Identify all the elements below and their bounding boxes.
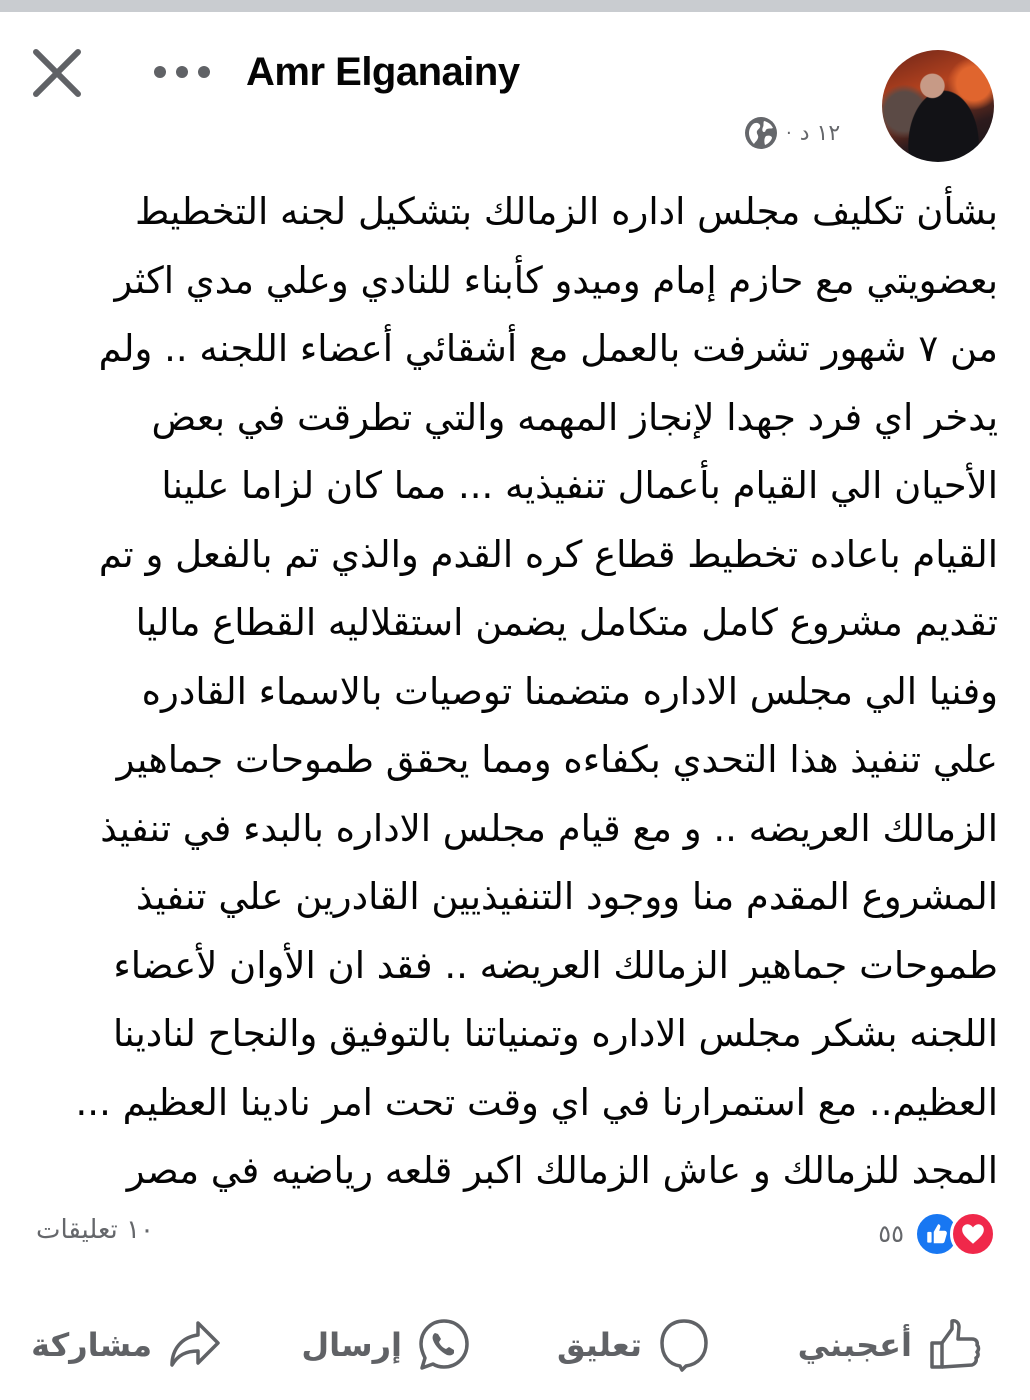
close-icon xyxy=(30,46,84,100)
avatar[interactable] xyxy=(882,50,994,162)
post-header xyxy=(0,12,1030,162)
close-button[interactable] xyxy=(30,46,84,100)
comment-bubble-icon xyxy=(654,1315,714,1375)
post-line: تقديم مشروع كامل متكامل يضمن استقلاليه القطاع ماليا xyxy=(135,601,998,644)
post-line: يدخر اي فرد جهدا لإنجاز المهمه والتي تطرقت في بعض xyxy=(151,395,998,439)
post-line: القيام باعاده تخطيط قطاع كره القدم والذي تم بالفعل و تم xyxy=(98,532,998,576)
thumbs-up-icon xyxy=(924,1315,984,1375)
post-line: العظيم.. مع استمرارنا في اي وقت تحت امر نادينا العظيم ... xyxy=(75,1080,998,1124)
share-label: مشاركة xyxy=(31,1326,152,1364)
post-timestamp[interactable]: ١٢ د xyxy=(799,120,841,146)
like-button[interactable] xyxy=(798,1305,984,1385)
whatsapp-icon xyxy=(414,1315,474,1375)
post-line: طموحات جماهير الزمالك العريضه .. فقد ان الأوان لأعضاء xyxy=(113,943,998,987)
meta-separator: · xyxy=(786,122,792,144)
post-line: من ٧ شهور تشرفت بالعمل مع أشقائي أعضاء اللجنه .. ولم xyxy=(98,327,998,370)
post-line: علي تنفيذ هذا التحدي بكفاءه ومما يحقق طموحات جماهير xyxy=(116,738,998,781)
post-line: المشروع المقدم منا ووجود التنفيذيين القادرين علي تنفيذ xyxy=(135,875,998,918)
post-line: الأحيان الي القيام بأعمال تنفيذيه ... مما كان لزاما علينا xyxy=(161,464,998,507)
post-line: اللجنه بشكر مجلس الاداره وتمنياتنا بالتوفيق والنجاح لنادينا xyxy=(113,1012,998,1055)
more-options-button[interactable] xyxy=(150,62,214,82)
reactions-summary[interactable] xyxy=(878,1211,996,1257)
send-label: إرسال xyxy=(301,1326,402,1364)
post-line: وفنيا الي مجلس الاداره متضمنا توصيات بالاسماء القادره xyxy=(141,669,998,713)
post-line: الزمالك العريضه .. و مع قيام مجلس الاداره بالبدء في تنفيذ xyxy=(100,806,998,850)
comment-label: تعليق xyxy=(556,1326,642,1364)
post-line: المجد للزمالك و عاش الزمالك اكبر قلعه رياضيه في مصر xyxy=(126,1149,998,1192)
comments-count[interactable]: ١٠ تعليقات xyxy=(36,1215,154,1245)
share-arrow-icon xyxy=(164,1315,224,1375)
action-bar xyxy=(0,1305,1030,1385)
author-name[interactable]: Amr Elganainy xyxy=(246,50,520,94)
post-meta xyxy=(744,116,840,150)
post-text xyxy=(40,178,998,1206)
reaction-count: ٥٥ xyxy=(878,1220,904,1248)
post-stats xyxy=(0,1205,1030,1265)
more-options-icon xyxy=(150,62,214,82)
top-strip xyxy=(0,0,1030,12)
post-line: بعضويتي مع حازم إمام وميدو كأبناء للنادي وعلي مدي اكثر xyxy=(114,258,998,302)
post-line: بشأن تكليف مجلس اداره الزمالك بتشكيل لجنه التخطيط xyxy=(135,190,998,233)
send-button[interactable] xyxy=(301,1305,474,1385)
comment-button[interactable] xyxy=(557,1305,714,1385)
like-label: أعجبني xyxy=(797,1326,912,1364)
share-button[interactable] xyxy=(31,1305,224,1385)
love-reaction-icon xyxy=(950,1211,996,1257)
globe-icon[interactable] xyxy=(744,116,778,150)
